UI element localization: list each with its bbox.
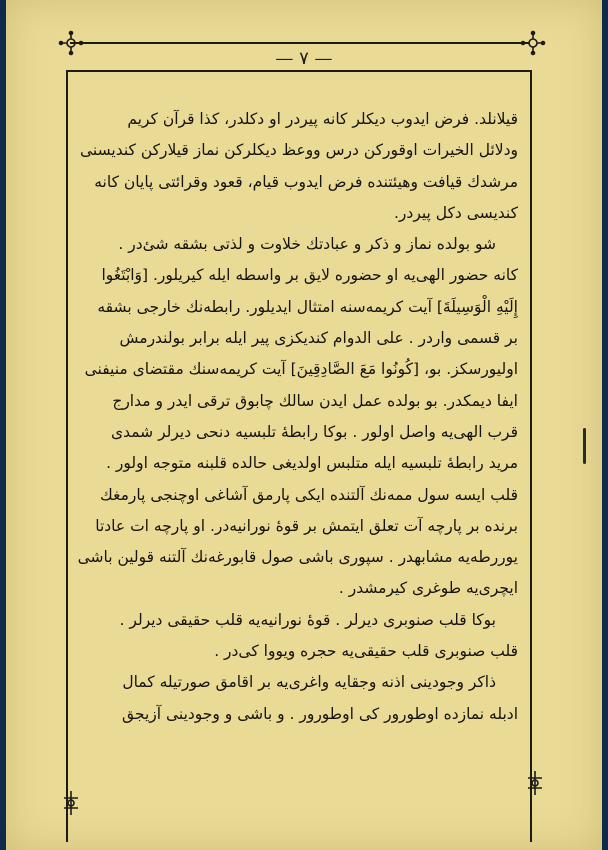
text-line: إِلَيْهِ الْوَسِيلَةَ] آيت كريمه‌سنه امتثال ايديلور. رابطه‌نك خارجى بشقه (97, 297, 518, 316)
text-line: مرشدك قيافت وهيئتنده فرض ايدوب قيام، قعود وقرائتى پايان كا‌نه (94, 172, 518, 191)
text-line: ودلائل الخيرات اوقوركن درس ووعظ ديكلركن نماز قيلاركن كنديسنى (79, 141, 518, 160)
text-line: قرب الهى‌يه واصل اولور . بوكا رابطهٔ تلبسيه دنحى ديرلر شمدى (110, 422, 518, 441)
text-line: ذاكر وجودينى اذنه وجقايه واغرى‌يه بر اقامق صورتيله كمال (122, 673, 496, 692)
page-number: — ٧ — (275, 48, 333, 69)
book-page (6, 0, 602, 850)
header-rule (70, 42, 530, 44)
text-line: بر قسمى واردر . على الدوام كنديكزى پير ايله برابر بولندرمش (119, 329, 518, 348)
text-line: قلب ايسه سول ممه‌نك آلتنده ايكى پارمق آشاغى اوچنجى پارمغك (100, 485, 518, 504)
text-line: قيلانلد. فرض ايدوب ديكلر كا‌نه پيردر او دكلدر، كذا قرآن كريم (127, 110, 518, 128)
paragraph-2 (78, 229, 518, 605)
text-line: شو بولده نماز و ذكر و عبادتك خلاوت و لذتى بشقه شئ‌در . (118, 235, 496, 254)
text-line: بوكا قلب صنوبرى ديرلر . قوهٔ نورانيه‌يه قلب حقيقى ديرلر . (119, 610, 496, 629)
text-line: ايچرى‌يه طوغرى كيرمشدر . (338, 579, 518, 598)
text-line: يوررطه‌يه مشابهدر . سپورى باشى صول قابورغه‌نك آلتنه قولين باشى (78, 548, 518, 567)
text-line: مريد رابطهٔ تلبسيه ايله متلبس اولديغى حالده قلبنه متوجه اولور . (106, 454, 518, 473)
text-line: قلب صنوبرى قلب حقيقى‌يه حجره ويووا كى‌در . (214, 642, 518, 661)
text-line: كا‌نه حضور الهى‌يه او حضوره لايق بر واسطه ايله كيريلور. [وَابْتَغُوا (101, 266, 518, 285)
margin-mark (583, 428, 586, 464)
text-line: ادبله نمازده اوطورور كى اوطورور . و باشى و وجودينى آزيجق (122, 704, 518, 723)
paragraph-3 (78, 605, 518, 668)
paragraph-1 (78, 104, 518, 229)
text-line: كنديسى دكل پيردر. (394, 203, 518, 222)
text-line: ايفا ديمكدر. بو بولده عمل ايدن سالك چابوق ترقى ايدر و مدارج (112, 391, 518, 410)
text-line: برنده بر پارچه آت تعلق ايتمش بر قوهٔ نورانيه‌در. او پارچه ات عادتا (95, 516, 518, 535)
body-text (78, 104, 518, 824)
paragraph-4 (78, 667, 518, 730)
text-line: اوليورسكز. بو، [كُونُوا مَعَ الصَّادِقِينَ] آيت كريمه‌سنك مقتضاى منيفنى (84, 360, 518, 379)
